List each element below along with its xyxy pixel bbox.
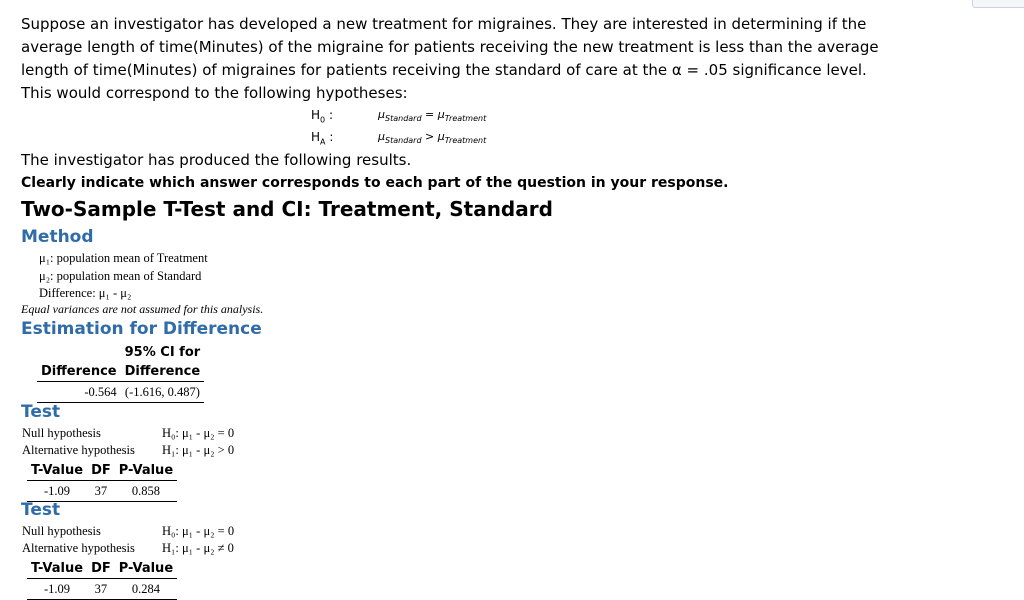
variance-note: Equal variances are not assumed for this analysis.: [21, 302, 264, 316]
ha-label: $H_A$ :: [311, 130, 334, 147]
ci-header-top: 95% CI for: [124, 345, 201, 360]
t-value: -1.09: [27, 481, 87, 502]
window-corner-tab: [972, 0, 1024, 8]
alt-value-2: H₁: μ₁ - μ₂ ≠ 0: [162, 541, 234, 555]
test-table-1: [27, 461, 177, 502]
alt-label-2: Alternative hypothesis: [22, 541, 135, 555]
instruction-line: Clearly indicate which answer corresponds to each part of the question in your response.: [21, 175, 729, 191]
estimation-heading: Estimation for Difference: [21, 319, 262, 339]
question-intro: Suppose an investigator has developed a new treatment for migraines. They are interested in determining if the average length of time(Minutes) of the migraine for patients receiving the new treatment is less than the average length of time(Minutes) of migraines for patients receiving the standard of care at the α = .05 significance level. This would correspond to the following hypotheses:: [21, 15, 879, 102]
mu2-line: μ₂: population mean of Standard: [39, 269, 202, 283]
mu1-line: μ₁: population mean of Treatment: [39, 251, 208, 265]
p-value: 0.858: [115, 481, 177, 502]
estimation-table: [37, 343, 204, 403]
test-table-2: [27, 559, 177, 600]
df-header: DF: [87, 559, 115, 579]
h0-label: $H_0$ :: [311, 108, 333, 125]
table-row: [37, 382, 204, 403]
p-value: 0.284: [115, 579, 177, 600]
p-value-header: P-Value: [115, 559, 177, 579]
ci-value: (-1.616, 0.487): [121, 382, 205, 403]
method-heading: Method: [21, 227, 94, 247]
t-value-header: T-Value: [27, 461, 87, 481]
ha-equation: $\mu_{Standard} > \mu_{Treatment}$: [378, 130, 487, 146]
test-heading-1: Test: [21, 402, 61, 422]
null-label-1: Null hypothesis: [22, 426, 101, 440]
null-value-2: H₀: μ₁ - μ₂ = 0: [162, 524, 235, 538]
null-label-2: Null hypothesis: [22, 524, 101, 538]
df-value: 37: [87, 481, 115, 502]
t-value: -1.09: [27, 579, 87, 600]
alt-label-1: Alternative hypothesis: [22, 443, 135, 457]
null-value-1: H₀: μ₁ - μ₂ = 0: [162, 426, 235, 440]
test-heading-2: Test: [21, 500, 61, 520]
difference-line: Difference: μ₁ - μ₂: [39, 286, 132, 300]
h0-equation: $\mu_{Standard} = \mu_{Treatment}$: [378, 108, 487, 124]
alt-value-1: H₁: μ₁ - μ₂ > 0: [162, 443, 235, 457]
df-value: 37: [87, 579, 115, 600]
difference-header: Difference: [37, 362, 121, 382]
table-row: [27, 481, 177, 502]
df-header: DF: [87, 461, 115, 481]
results-line: The investigator has produced the following results.: [21, 151, 412, 169]
t-value-header: T-Value: [27, 559, 87, 579]
table-row: [27, 579, 177, 600]
output-title: Two-Sample T-Test and CI: Treatment, Standard: [21, 197, 553, 221]
difference-value: -0.564: [37, 382, 121, 403]
p-value-header: P-Value: [115, 461, 177, 481]
ci-header-bottom: Difference: [121, 362, 205, 382]
